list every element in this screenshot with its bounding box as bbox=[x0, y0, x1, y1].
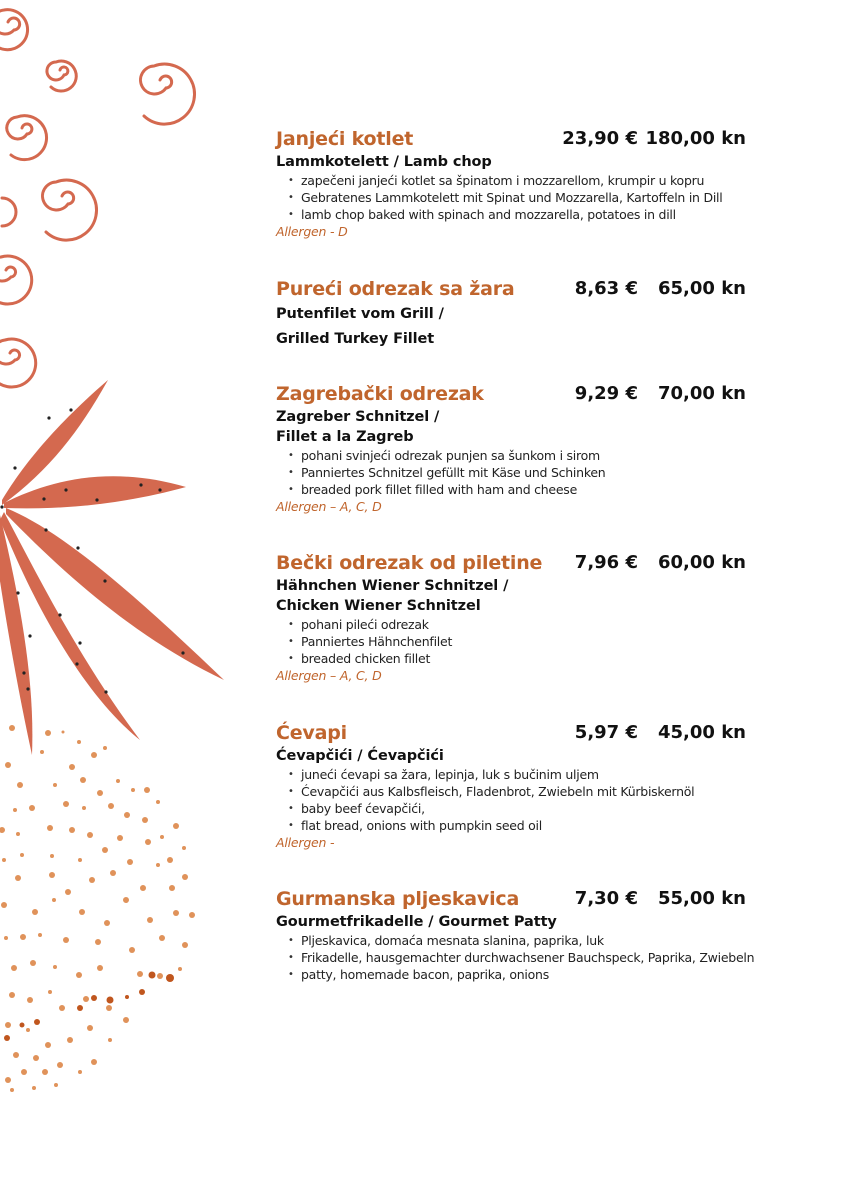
dish-subtitle: Zagreber Schnitzel / bbox=[276, 409, 440, 425]
dish-description bbox=[276, 616, 766, 667]
price-kn: 45,00 kn bbox=[658, 722, 746, 743]
menu-item-pureci-odrezak bbox=[276, 278, 766, 352]
menu-item-header bbox=[276, 888, 766, 912]
price-eur: 7,30 € bbox=[574, 888, 638, 909]
menu-item-zagrebacki-odrezak bbox=[276, 383, 766, 515]
description-line: • juneći ćevapi sa žara, lepinja, luk s bučinim uljem bbox=[288, 766, 766, 783]
price-kn: 180,00 kn bbox=[645, 128, 746, 149]
menu-item-becki-odrezak bbox=[276, 552, 766, 684]
menu-item-header bbox=[276, 128, 766, 152]
dish-subtitle: Ćevapčići / Ćevapčići bbox=[276, 748, 444, 764]
dot-pattern-icon bbox=[0, 725, 195, 1092]
description-line: • breaded pork fillet filled with ham and cheese bbox=[288, 481, 766, 498]
spiral-swirl-icon bbox=[0, 10, 195, 387]
dish-description bbox=[276, 766, 766, 834]
price-eur: 9,29 € bbox=[574, 383, 638, 404]
dish-subtitle: Lammkotelett / Lamb chop bbox=[276, 154, 492, 170]
price-eur: 7,96 € bbox=[574, 552, 638, 573]
description-line: • lamb chop baked with spinach and mozzarella, potatoes in dill bbox=[288, 206, 766, 223]
dish-subtitle: Fillet a la Zagreb bbox=[276, 429, 414, 445]
price-kn: 60,00 kn bbox=[658, 552, 746, 573]
description-line: • Pljeskavica, domaća mesnata slanina, paprika, luk bbox=[288, 932, 758, 949]
allergen-info: Allergen – A, C, D bbox=[276, 668, 382, 683]
description-line: • breaded chicken fillet bbox=[288, 650, 766, 667]
dish-title: Ćevapi bbox=[276, 722, 347, 744]
price-eur: 8,63 € bbox=[574, 278, 638, 299]
price-eur: 5,97 € bbox=[574, 722, 638, 743]
menu-item-header bbox=[276, 552, 766, 576]
menu-item-gurmanska-pljeskavica bbox=[276, 888, 766, 983]
dish-subtitle: Hähnchen Wiener Schnitzel / bbox=[276, 578, 509, 594]
description-line: • pohani svinjeći odrezak punjen sa šunkom i sirom bbox=[288, 447, 766, 464]
description-line: • baby beef ćevapčići, bbox=[288, 800, 766, 817]
dish-description bbox=[276, 172, 766, 223]
decorative-artwork bbox=[0, 0, 260, 1200]
price-kn: 55,00 kn bbox=[658, 888, 746, 909]
description-line: • Ćevapčići aus Kalbsfleisch, Fladenbrot, Zwiebeln mit Kürbiskernöl bbox=[288, 783, 766, 800]
palm-leaf-icon bbox=[0, 380, 224, 755]
menu-item-header bbox=[276, 278, 766, 302]
menu-item-janjeci-kotlet bbox=[276, 128, 766, 240]
price-kn: 65,00 kn bbox=[658, 278, 746, 299]
description-line: • zapečeni janjeći kotlet sa špinatom i mozzarellom, krumpir u kopru bbox=[288, 172, 766, 189]
allergen-info: Allergen - bbox=[276, 835, 335, 850]
price-eur: 23,90 € bbox=[562, 128, 638, 149]
description-line: • Gebratenes Lammkotelett mit Spinat und Mozzarella, Kartoffeln in Dill bbox=[288, 189, 766, 206]
dish-title: Janjeći kotlet bbox=[276, 128, 414, 150]
price-kn: 70,00 kn bbox=[658, 383, 746, 404]
dish-title: Pureći odrezak sa žara bbox=[276, 278, 515, 300]
leaf-dots bbox=[0, 408, 184, 693]
dish-subtitle: Putenfilet vom Grill / bbox=[276, 306, 444, 322]
description-line: • Panniertes Hähnchenfilet bbox=[288, 633, 766, 650]
dish-description bbox=[276, 932, 758, 983]
description-line: • pohani pileći odrezak bbox=[288, 616, 766, 633]
menu-item-cevapi bbox=[276, 722, 766, 851]
allergen-info: Allergen - D bbox=[276, 224, 348, 239]
menu-item-header bbox=[276, 383, 766, 407]
menu-item-header bbox=[276, 722, 766, 746]
dish-subtitle: Chicken Wiener Schnitzel bbox=[276, 598, 481, 614]
dish-subtitle: Gourmetfrikadelle / Gourmet Patty bbox=[276, 914, 557, 930]
dish-description bbox=[276, 447, 766, 498]
description-line: • Panniertes Schnitzel gefüllt mit Käse und Schinken bbox=[288, 464, 766, 481]
description-line: • Frikadelle, hausgemachter durchwachsener Bauchspeck, Paprika, Zwiebeln bbox=[288, 949, 758, 966]
description-line: • flat bread, onions with pumpkin seed oil bbox=[288, 817, 766, 834]
description-line: • patty, homemade bacon, paprika, onions bbox=[288, 966, 758, 983]
dish-title: Bečki odrezak od piletine bbox=[276, 552, 543, 574]
dish-title: Gurmanska pljeskavica bbox=[276, 888, 520, 910]
dish-subtitle: Grilled Turkey Fillet bbox=[276, 331, 435, 347]
dish-title: Zagrebački odrezak bbox=[276, 383, 484, 405]
allergen-info: Allergen – A, C, D bbox=[276, 499, 382, 514]
